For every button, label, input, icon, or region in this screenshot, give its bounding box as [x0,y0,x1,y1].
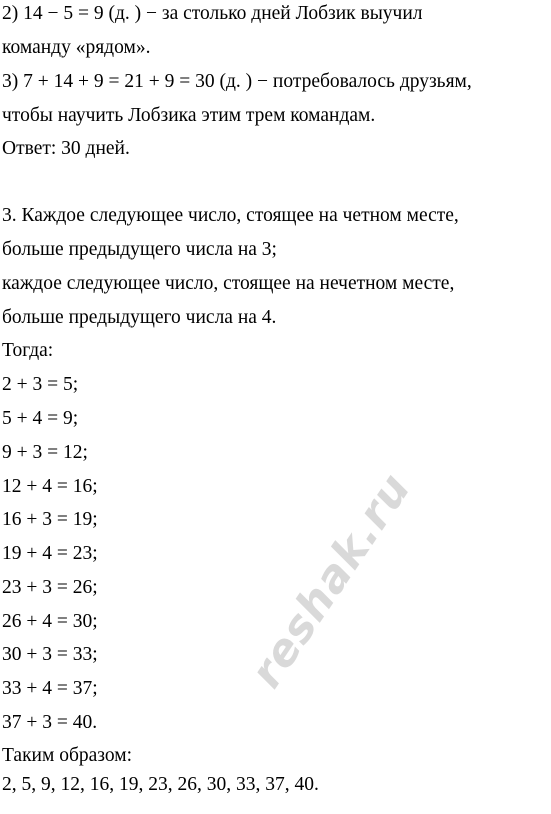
task-3-line-1: 3. Каждое следующее число, стоящее на четном месте, [2,205,459,226]
equation-line: 5 + 4 = 9; [2,408,79,429]
equation-line: 23 + 3 = 26; [2,577,98,598]
task-3-line-2: больше предыдущего числа на 3; [2,239,277,260]
equation-line: 19 + 4 = 23; [2,543,98,564]
thus-label: Таким образом: [2,745,133,766]
answer-line: Ответ: 30 дней. [2,138,130,159]
solution-line-step-3-cont: чтобы научить Лобзика этим трем командам. [2,105,376,126]
equation-line: 12 + 4 = 16; [2,476,98,497]
task-3-line-4: больше предыдущего числа на 4. [2,307,277,328]
solution-line-step-2: 2) 14 − 5 = 9 (д. ) − за столько дней Лобзик выучил [2,3,423,24]
equation-line: 37 + 3 = 40. [2,712,98,733]
watermark-text: reshak.ru [240,463,421,698]
solution-line-step-3: 3) 7 + 14 + 9 = 21 + 9 = 30 (д. ) − потребовалось друзьям, [2,71,472,92]
equation-line: 33 + 4 = 37; [2,678,98,699]
then-label: Тогда: [2,340,54,361]
task-3-line-3: каждое следующее число, стоящее на нечетном месте, [2,273,455,294]
equation-line: 16 + 3 = 19; [2,509,98,530]
equation-line: 2 + 3 = 5; [2,374,79,395]
equation-line: 9 + 3 = 12; [2,442,88,463]
equation-line: 30 + 3 = 33; [2,644,98,665]
sequence-line: 2, 5, 9, 12, 16, 19, 23, 26, 30, 33, 37, 40. [2,774,319,795]
solution-line-step-2-cont: команду «рядом». [2,37,151,58]
equation-line: 26 + 4 = 30; [2,611,98,632]
watermark-logo [240,463,551,814]
